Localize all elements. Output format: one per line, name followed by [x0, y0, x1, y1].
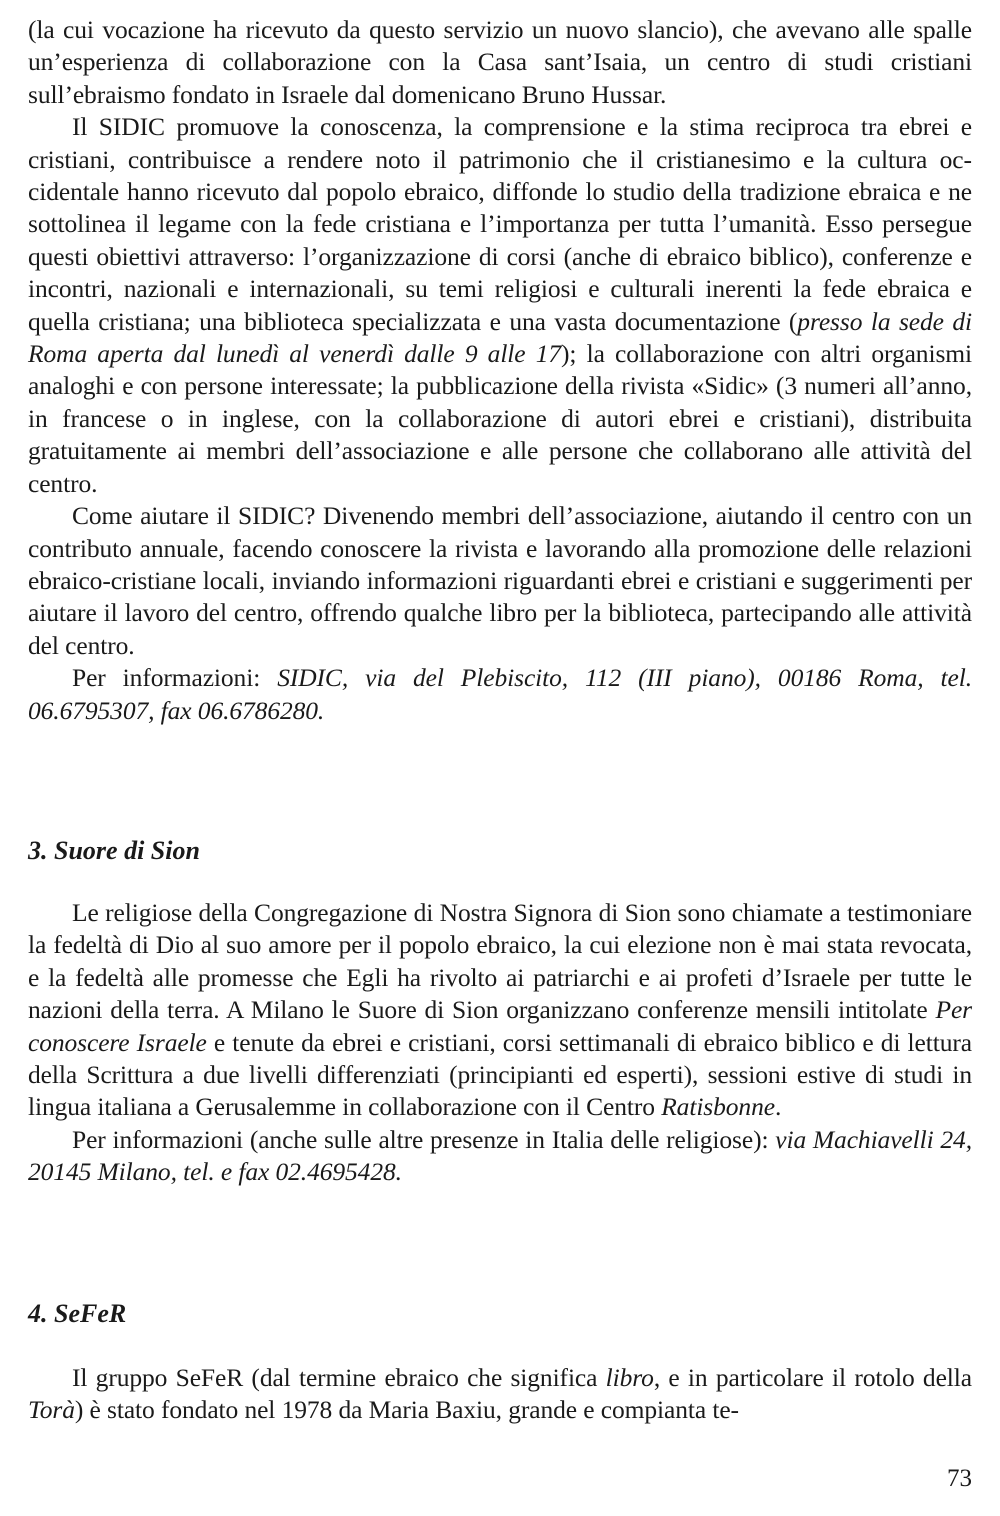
suore-address-italic: via Machiavelli 24, 20145 Milano, tel. e fax 02.4695428. [28, 1124, 972, 1187]
section-heading-sefer: 4. SeFeR [28, 1299, 127, 1328]
section-heading-suore-di-sion: 3. Suore di Sion [28, 836, 200, 865]
libro-italic: libro [605, 1363, 654, 1392]
sidic-address-italic: SIDIC, via del Plebiscito, 112 (III piano), 00186 Roma, tel. 06.6795307, fax 06.6786280. [28, 663, 972, 725]
paragraph-suore-description: Le religiose della Congregazione di Nostra Signora di Sion sono chiamate a testimoniare la fedeltà di Dio al suo amore per il popolo ebraico, la cui elezione non è mai stata revocata, e la fedeltà alle promesse che Egli ha rivolto ai patriarchi e ai profeti d’Israele per tutte le nazioni della terra. A Milano le Suore di Sion organizzano conferenze mensili intitolate Per conoscere Israele e tenute da ebrei e cristiani, corsi settimanali di ebraico biblico e di lettura della Scrittura a due livelli differenziati (principianti ed esperti), sessioni estive di studi in lingua italiana a Gerusalemme in collaborazione con il Centro Ratisbonne. [28, 898, 972, 1122]
paragraph-how-to-help: Come aiutare il SIDIC? Divenendo membri dell’associazione, aiutando il centro con un contributo annuale, facendo conoscere la rivista e lavorando alla promozione delle relazioni ebraico-cristiane locali, inviando informazioni riguardanti ebrei e cristiani e suggerimenti per aiutare il lavoro del centro, offrendo qualche libro per la biblioteca, partecipando alle attività del centro. [28, 501, 972, 660]
paragraph-casa-isaia: (la cui vocazione ha ricevuto da questo servizio un nuovo slancio), che avevano alle spalle un’esperienza di collaborazione con la Casa sant’Isaia, un centro di studi cristiani sull’ebraismo fondato in Israele dal domenicano Bruno Hussar. [28, 15, 972, 109]
sefer-text-block [28, 1362, 972, 1427]
conference-title-italic: Per conoscere Israele [28, 995, 972, 1057]
paragraph-suore-contact: Per informazioni (anche sulle altre presenze in Italia delle religiose): via Machiavelli 24, 20145 Milano, tel. e fax 02.4695428. [28, 1124, 972, 1187]
opening-hours-italic: presso la sede di Roma aperta dal lunedì al venerdì dalle 9 alle 17 [28, 306, 972, 369]
suore-text-block [28, 897, 972, 1189]
paragraph-sefer-description: Il gruppo SeFeR (dal termine ebraico che significa libro, e in particolare il rotolo della Torà) è stato fondato nel 1978 da Maria Baxiu, grande e compianta te- [28, 1363, 972, 1425]
ratisbonne-italic: Ratisbonne [661, 1092, 775, 1122]
paragraph-sidic-contact: Per informazioni: SIDIC, via del Plebiscito, 112 (III piano), 00186 Roma, tel. 06.6795307, fax 06.6786280. [28, 663, 972, 725]
intro-text-block [28, 14, 972, 727]
tora-italic: Torà [28, 1395, 75, 1425]
paragraph-sidic-description: Il SIDIC promuove la conoscenza, la comprensione e la stima reciproca tra ebrei e cristiani, contribuisce a rendere noto il patrimonio che il cristianesimo e la cultura occidentale hanno ricevuto dal popolo ebraico, diffonde lo studio della tradizione ebraica e ne sottolinea il legame con la fede cristiana e l’importanza per tutta l’umanità. Esso persegue questi obiettivi attraverso: l’organizzazione di corsi (anche di ebraico biblico), conferenze e incontri, nazionali e internazionali, su temi religiosi e culturali inerenti la fede ebraica e quella cristiana; una biblioteca specializzata e una vasta documentazione (presso la sede di Roma aperta dal lunedì al venerdì dalle 9 alle 17); la collaborazione con altri organismi analoghi e con persone interessate; la pubblicazione della rivista «Sidic» (3 numeri all’anno, in francese o in inglese, con la collaborazione di autori ebrei e cristiani), distribuita gratuitamente ai membri dell’associazione e alle persone che collaborano alle attività del centro. [28, 112, 972, 498]
page-number: 73 [947, 1465, 972, 1492]
